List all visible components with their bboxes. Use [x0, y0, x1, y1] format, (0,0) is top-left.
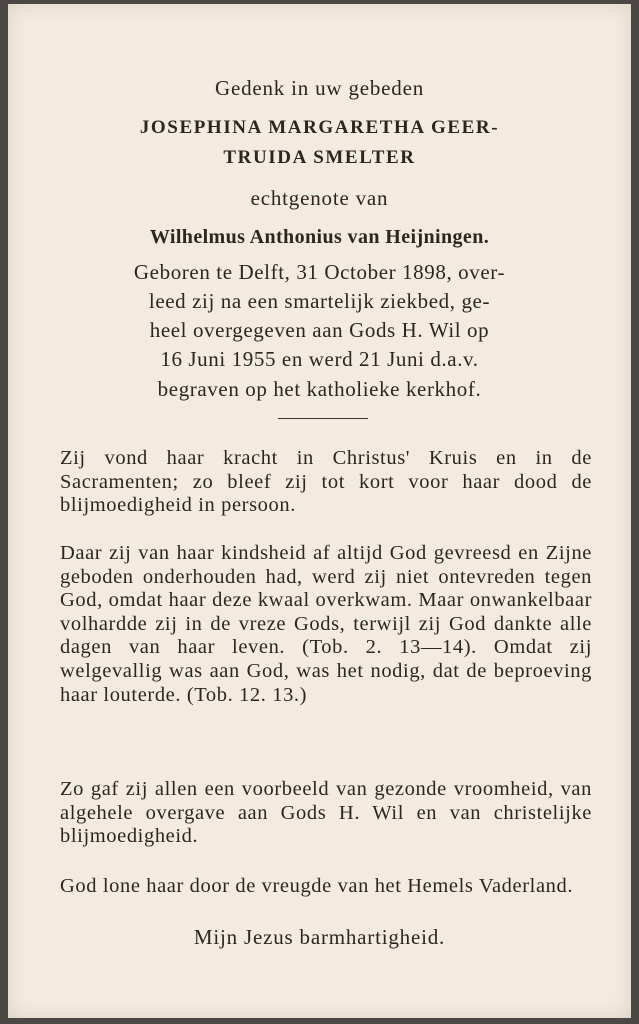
meditation-paragraph-1: Zij vond haar kracht in Christus' Kruis en in de Sacramenten; zo bleef zij tot kort voor haar dood de blijmoedigheid in persoon. [60, 447, 592, 517]
biography-line: 16 Juni 1955 en werd 21 Juni d.a.v. [160, 347, 479, 371]
meditation-paragraph-3: Zo gaf zij allen een voorbeeld van gezonde vroomheid, van algehele overgave aan Gods H. Wil en van christelijke blijmoedigheid. [60, 778, 592, 848]
memorial-card [8, 4, 631, 1018]
biography-line: Geboren te Delft, 31 October 1898, over- [133, 260, 506, 284]
biography-line: begraven op het katholieke kerkhof. [157, 377, 482, 401]
meditation-paragraph-4: God lone haar door de vreugde van het Hemels Vaderland. [60, 875, 574, 897]
spouse-name: Wilhelmus Anthonius van Heijningen. [149, 226, 490, 248]
spouse-label: echtgenote van [250, 186, 389, 210]
deceased-name-line-1: JOSEPHINA MARGARETHA GEER- [139, 117, 500, 138]
meditation-paragraph-2: Daar zij van haar kindsheid af altijd God gevreesd en Zijne geboden onderhouden had, werd zij niet ontevreden tegen God, omdat haar deze kwaal overkwam. Maar onwankelbaar volhardde zij in de vreze Gods, terwijl zij God dankte alle dagen van haar leven. (Tob. 2. 13—14). Omdat zij welgevallig was aan God, was het nodig, dat de beproeving haar louterde. (Tob. 12. 13.) [60, 542, 592, 706]
invocation-text: Gedenk in uw gebeden [214, 76, 425, 100]
biography-line: leed zij na een smartelijk ziekbed, ge- [148, 289, 491, 313]
closing-prayer: Mijn Jezus barmhartigheid. [193, 925, 446, 949]
section-divider [278, 418, 368, 419]
deceased-name-line-2: TRUIDA SMELTER [223, 147, 416, 168]
biography-line: heel overgegeven aan Gods H. Wil op [149, 318, 490, 342]
